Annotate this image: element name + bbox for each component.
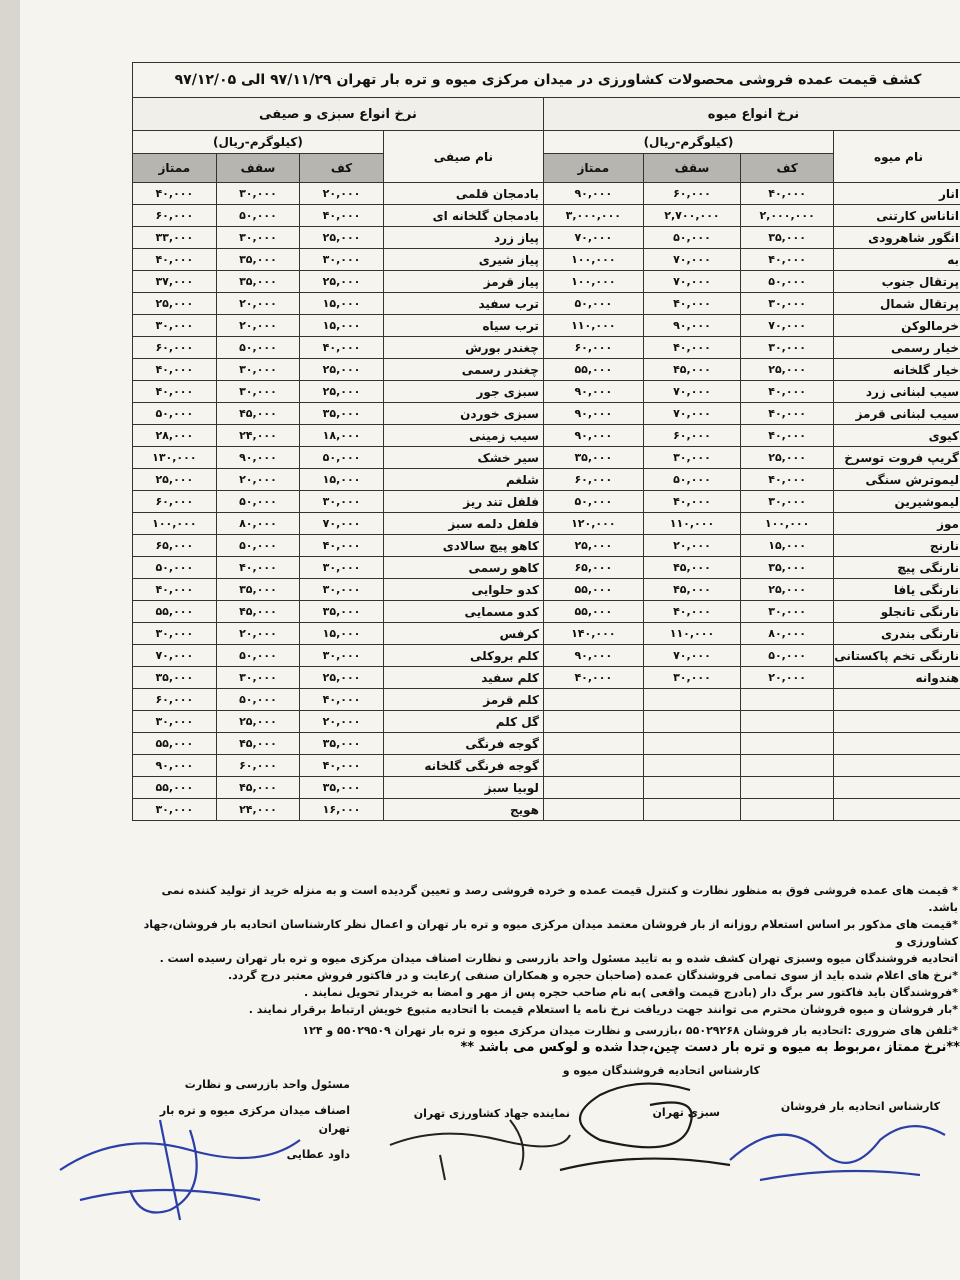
- fruit-name: نارنگی تخم پاکستانی: [834, 645, 960, 667]
- fruit-max-price: ۴۰,۰۰۰: [643, 293, 740, 315]
- veg-name: کاهو پیچ سالادی: [383, 535, 543, 557]
- fruit-max-price: [643, 711, 740, 733]
- veg-name: کدو مسمایی: [383, 601, 543, 623]
- fruit-min-price: ۳۰,۰۰۰: [741, 293, 834, 315]
- veg-premium-price: ۵۰,۰۰۰: [133, 403, 217, 425]
- signatory-title: نماینده جهاد کشاورزی تهران: [413, 1107, 570, 1120]
- veg-premium-price: ۶۰,۰۰۰: [133, 205, 217, 227]
- veg-unit-label: (کیلوگرم-ریال): [133, 131, 384, 154]
- veg-premium-price: ۷۰,۰۰۰: [133, 645, 217, 667]
- veg-premium-price: ۱۳۰,۰۰۰: [133, 447, 217, 469]
- veg-min-price: ۳۰,۰۰۰: [300, 645, 384, 667]
- fruit-premium-price: [543, 711, 643, 733]
- note-line: *نرخ های اعلام شده باید از سوی تمامی فروشندگان عمده (صاحبان حجره و همکاران صنفی )رعایت و در فاکتور فروش معتبر درج گردد.: [227, 969, 958, 982]
- veg-max-price: ۴۵,۰۰۰: [216, 733, 300, 755]
- table-row: [133, 667, 960, 689]
- veg-name: گل کلم: [383, 711, 543, 733]
- fruit-name: هندوانه: [834, 667, 960, 689]
- veg-min-price: ۵۰,۰۰۰: [300, 447, 384, 469]
- fruit-premium-price: ۵۵,۰۰۰: [543, 359, 643, 381]
- signatory-title: کارشناس اتحادیه بار فروشان: [780, 1100, 940, 1113]
- fruit-name: لیموشیرین: [834, 491, 960, 513]
- fruit-col-min: کف: [741, 154, 834, 183]
- veg-premium-price: ۴۰,۰۰۰: [133, 249, 217, 271]
- fruit-max-price: ۷۰,۰۰۰: [643, 381, 740, 403]
- fruit-min-price: ۴۰,۰۰۰: [741, 469, 834, 491]
- fruit-min-price: ۱۵,۰۰۰: [741, 535, 834, 557]
- fruit-name: [834, 733, 960, 755]
- veg-max-price: ۴۰,۰۰۰: [216, 557, 300, 579]
- table-row: [133, 645, 960, 667]
- signature-scrawl: [40, 1110, 350, 1230]
- fruit-max-price: ۴۰,۰۰۰: [643, 491, 740, 513]
- veg-premium-price: ۲۸,۰۰۰: [133, 425, 217, 447]
- veg-min-price: ۷۰,۰۰۰: [300, 513, 384, 535]
- table-row: [133, 601, 960, 623]
- veg-min-price: ۱۶,۰۰۰: [300, 799, 384, 821]
- veg-max-price: ۲۴,۰۰۰: [216, 799, 300, 821]
- fruit-min-price: ۵۰,۰۰۰: [741, 645, 834, 667]
- fruit-premium-price: ۳۵,۰۰۰: [543, 447, 643, 469]
- veg-min-price: ۱۵,۰۰۰: [300, 623, 384, 645]
- fruit-name: خرمالوکن: [834, 315, 960, 337]
- veg-premium-price: ۳۰,۰۰۰: [133, 711, 217, 733]
- table-row: [133, 733, 960, 755]
- fruit-min-price: ۷۰,۰۰۰: [741, 315, 834, 337]
- veg-name: سبزی جور: [383, 381, 543, 403]
- fruit-premium-price: ۱۰۰,۰۰۰: [543, 249, 643, 271]
- veg-min-price: ۳۰,۰۰۰: [300, 491, 384, 513]
- fruit-min-price: ۳۰,۰۰۰: [741, 491, 834, 513]
- fruit-col-premium: ممتاز: [543, 154, 643, 183]
- veg-max-price: ۳۰,۰۰۰: [216, 667, 300, 689]
- veg-min-price: ۳۰,۰۰۰: [300, 249, 384, 271]
- veg-name: بادمجان گلخانه ای: [383, 205, 543, 227]
- fruit-name: [834, 777, 960, 799]
- table-row: [133, 249, 960, 271]
- veg-name: سبزی خوردن: [383, 403, 543, 425]
- fruit-premium-price: [543, 799, 643, 821]
- fruit-min-price: [741, 799, 834, 821]
- veg-premium-price: ۳۵,۰۰۰: [133, 667, 217, 689]
- signature-scrawl: [720, 1110, 960, 1190]
- veg-max-price: ۶۰,۰۰۰: [216, 755, 300, 777]
- fruit-max-price: ۲۰,۰۰۰: [643, 535, 740, 557]
- table-row: [133, 293, 960, 315]
- fruit-premium-price: ۹۰,۰۰۰: [543, 183, 643, 205]
- fruit-premium-price: ۶۰,۰۰۰: [543, 337, 643, 359]
- table-row: [133, 711, 960, 733]
- fruit-premium-price: ۴۰,۰۰۰: [543, 667, 643, 689]
- veg-premium-price: ۶۰,۰۰۰: [133, 491, 217, 513]
- premium-note: **نرخ ممتاز ،مربوط به میوه و تره بار دست چین،جدا شده و لوکس می باشد **: [460, 1040, 960, 1055]
- veg-name: پیاز زرد: [383, 227, 543, 249]
- fruit-min-price: ۲۵,۰۰۰: [741, 579, 834, 601]
- fruit-premium-price: ۹۰,۰۰۰: [543, 425, 643, 447]
- veg-max-price: ۳۰,۰۰۰: [216, 227, 300, 249]
- veg-premium-price: ۶۵,۰۰۰: [133, 535, 217, 557]
- fruit-name: [834, 711, 960, 733]
- veg-max-price: ۲۰,۰۰۰: [216, 293, 300, 315]
- fruit-min-price: ۱۰۰,۰۰۰: [741, 513, 834, 535]
- fruit-max-price: ۳۰,۰۰۰: [643, 667, 740, 689]
- veg-name: کلم بروکلی: [383, 645, 543, 667]
- veg-max-price: ۵۰,۰۰۰: [216, 491, 300, 513]
- fruit-section-header: نرخ انواع میوه: [543, 98, 960, 131]
- veg-name: چغندر رسمی: [383, 359, 543, 381]
- fruit-min-price: ۵۰,۰۰۰: [741, 271, 834, 293]
- fruit-max-price: ۴۰,۰۰۰: [643, 337, 740, 359]
- table-row: [133, 425, 960, 447]
- fruit-max-price: ۷۰,۰۰۰: [643, 271, 740, 293]
- veg-name: بادمجان قلمی: [383, 183, 543, 205]
- fruit-premium-price: ۱۰۰,۰۰۰: [543, 271, 643, 293]
- veg-max-price: ۵۰,۰۰۰: [216, 645, 300, 667]
- fruit-name: نارنگی بندری: [834, 623, 960, 645]
- veg-min-price: ۱۵,۰۰۰: [300, 469, 384, 491]
- table-row: [133, 491, 960, 513]
- table-row: [133, 689, 960, 711]
- veg-col-premium: ممتاز: [133, 154, 217, 183]
- fruit-name: نارنگی پیچ: [834, 557, 960, 579]
- fruit-min-price: [741, 733, 834, 755]
- veg-max-price: ۲۰,۰۰۰: [216, 469, 300, 491]
- veg-min-price: ۳۵,۰۰۰: [300, 403, 384, 425]
- veg-name: کرفس: [383, 623, 543, 645]
- fruit-min-price: ۲۰,۰۰۰: [741, 667, 834, 689]
- veg-name: چغندر بورش: [383, 337, 543, 359]
- fruit-max-price: [643, 777, 740, 799]
- fruit-name: به: [834, 249, 960, 271]
- table-row: [133, 205, 960, 227]
- veg-name: کاهو رسمی: [383, 557, 543, 579]
- fruit-min-price: ۴۰,۰۰۰: [741, 425, 834, 447]
- veg-premium-price: ۳۷,۰۰۰: [133, 271, 217, 293]
- fruit-premium-price: ۳,۰۰۰,۰۰۰: [543, 205, 643, 227]
- table-row: [133, 271, 960, 293]
- veg-max-price: ۳۰,۰۰۰: [216, 359, 300, 381]
- veg-min-price: ۴۰,۰۰۰: [300, 689, 384, 711]
- fruit-max-price: ۱۱۰,۰۰۰: [643, 513, 740, 535]
- fruit-min-price: ۴۰,۰۰۰: [741, 183, 834, 205]
- table-row: [133, 227, 960, 249]
- veg-premium-price: ۴۰,۰۰۰: [133, 579, 217, 601]
- fruit-premium-price: ۹۰,۰۰۰: [543, 403, 643, 425]
- fruit-premium-price: ۷۰,۰۰۰: [543, 227, 643, 249]
- fruit-name: سیب لبنانی زرد: [834, 381, 960, 403]
- veg-name: گوجه فرنگی گلخانه: [383, 755, 543, 777]
- fruit-min-price: ۳۵,۰۰۰: [741, 227, 834, 249]
- veg-min-price: ۱۵,۰۰۰: [300, 315, 384, 337]
- veg-premium-price: ۹۰,۰۰۰: [133, 755, 217, 777]
- veg-max-price: ۴۵,۰۰۰: [216, 601, 300, 623]
- veg-max-price: ۴۵,۰۰۰: [216, 777, 300, 799]
- fruit-max-price: ۷۰,۰۰۰: [643, 403, 740, 425]
- veg-name: گوجه فرنگی: [383, 733, 543, 755]
- fruit-max-price: [643, 755, 740, 777]
- veg-max-price: ۲۴,۰۰۰: [216, 425, 300, 447]
- veg-min-price: ۲۵,۰۰۰: [300, 359, 384, 381]
- fruit-premium-price: ۵۰,۰۰۰: [543, 491, 643, 513]
- fruit-name: خیار گلخانه: [834, 359, 960, 381]
- fruit-min-price: ۳۵,۰۰۰: [741, 557, 834, 579]
- table-row: [133, 623, 960, 645]
- fruit-min-price: ۴۰,۰۰۰: [741, 403, 834, 425]
- table-row: [133, 777, 960, 799]
- fruit-premium-price: [543, 755, 643, 777]
- fruit-max-price: ۴۵,۰۰۰: [643, 579, 740, 601]
- veg-premium-price: ۲۵,۰۰۰: [133, 469, 217, 491]
- veg-min-price: ۳۰,۰۰۰: [300, 557, 384, 579]
- fruit-name: نارنگی یافا: [834, 579, 960, 601]
- fruit-max-price: [643, 689, 740, 711]
- fruit-name: انار: [834, 183, 960, 205]
- veg-name: لوبیا سبز: [383, 777, 543, 799]
- fruit-max-price: ۴۵,۰۰۰: [643, 359, 740, 381]
- fruit-min-price: ۳۰,۰۰۰: [741, 601, 834, 623]
- veg-premium-price: ۵۵,۰۰۰: [133, 601, 217, 623]
- veg-max-price: ۲۰,۰۰۰: [216, 315, 300, 337]
- signatory-title: مسئول واحد بازرسی و نظارت: [184, 1078, 350, 1091]
- veg-premium-price: ۴۰,۰۰۰: [133, 359, 217, 381]
- table-row: [133, 447, 960, 469]
- fruit-name: سیب لبنانی قرمز: [834, 403, 960, 425]
- veg-section-header: نرخ انواع سبزی و صیفی: [133, 98, 544, 131]
- veg-min-price: ۱۸,۰۰۰: [300, 425, 384, 447]
- signature-scrawl: [540, 1075, 740, 1185]
- veg-name-header: نام صیفی: [383, 131, 543, 183]
- veg-name: فلفل تند ریز: [383, 491, 543, 513]
- fruit-min-price: ۸۰,۰۰۰: [741, 623, 834, 645]
- veg-min-price: ۲۰,۰۰۰: [300, 183, 384, 205]
- veg-premium-price: ۳۰,۰۰۰: [133, 623, 217, 645]
- signatory-title: کارشناس اتحادیه فروشندگان میوه و: [562, 1064, 760, 1077]
- veg-max-price: ۲۰,۰۰۰: [216, 623, 300, 645]
- fruit-max-price: ۷۰,۰۰۰: [643, 249, 740, 271]
- note-line: * قیمت های عمده فروشی فوق به منظور نظارت و کنترل قیمت عمده و خرده فروشی رصد و تعیین گردیده است و به منزله خرید از تولید کننده نمی باشد.: [161, 884, 958, 914]
- fruit-name: پرتقال شمال: [834, 293, 960, 315]
- fruit-premium-price: ۶۰,۰۰۰: [543, 469, 643, 491]
- veg-col-min: کف: [300, 154, 384, 183]
- veg-name: پیاز شیری: [383, 249, 543, 271]
- signatory-title: سبزی تهران: [652, 1106, 720, 1119]
- veg-premium-price: ۳۳,۰۰۰: [133, 227, 217, 249]
- fruit-premium-price: ۱۲۰,۰۰۰: [543, 513, 643, 535]
- table-row: [133, 535, 960, 557]
- note-line: *فروشندگان باید فاکتور سر برگ دار (بادرج قیمت واقعی )به نام صاحب حجره پس از مهر و امضا به خریدار تحویل نمایند .: [304, 986, 958, 999]
- veg-min-price: ۳۵,۰۰۰: [300, 601, 384, 623]
- table-row: [133, 359, 960, 381]
- veg-premium-price: ۴۰,۰۰۰: [133, 183, 217, 205]
- veg-max-price: ۳۰,۰۰۰: [216, 381, 300, 403]
- veg-name: ترب سفید: [383, 293, 543, 315]
- signatory-title: اصناف میدان مرکزی میوه و تره بار تهران: [159, 1104, 350, 1135]
- document-sheet: [20, 0, 960, 1280]
- veg-max-price: ۴۵,۰۰۰: [216, 403, 300, 425]
- fruit-premium-price: [543, 689, 643, 711]
- veg-premium-price: ۳۰,۰۰۰: [133, 315, 217, 337]
- table-row: [133, 183, 960, 205]
- fruit-unit-label: (کیلوگرم-ریال): [543, 131, 833, 154]
- note-line: *تلفن های ضروری :اتحادیه بار فروشان ۵۵۰۲۹۲۶۸ ،بازرسی و نظارت میدان مرکزی میوه و تره بار تهران ۵۵۰۲۹۵۰۹ و ۱۲۴: [302, 1024, 958, 1037]
- table-row: [133, 403, 960, 425]
- veg-min-price: ۴۰,۰۰۰: [300, 535, 384, 557]
- fruit-premium-price: ۹۰,۰۰۰: [543, 645, 643, 667]
- veg-name: شلغم: [383, 469, 543, 491]
- fruit-min-price: ۲۵,۰۰۰: [741, 447, 834, 469]
- veg-col-max: سقف: [216, 154, 300, 183]
- veg-name: کلم سفید: [383, 667, 543, 689]
- fruit-min-price: ۲۵,۰۰۰: [741, 359, 834, 381]
- fruit-max-price: [643, 733, 740, 755]
- veg-min-price: ۲۵,۰۰۰: [300, 271, 384, 293]
- veg-premium-price: ۵۵,۰۰۰: [133, 777, 217, 799]
- table-title: کشف قیمت عمده فروشی محصولات کشاورزی در میدان مرکزی میوه و تره بار تهران ۹۷/۱۱/۲۹ الی ۹۷/۱۲/۰۵: [133, 63, 960, 98]
- price-table: [132, 62, 960, 821]
- table-row: [133, 513, 960, 535]
- veg-min-price: ۴۰,۰۰۰: [300, 205, 384, 227]
- table-row: [133, 315, 960, 337]
- table-row: [133, 579, 960, 601]
- fruit-name: لیموترش سنگی: [834, 469, 960, 491]
- veg-name: سیر خشک: [383, 447, 543, 469]
- fruit-premium-price: [543, 733, 643, 755]
- fruit-max-price: [643, 799, 740, 821]
- fruit-name: [834, 755, 960, 777]
- notes-block: [138, 882, 958, 1039]
- veg-min-price: ۳۵,۰۰۰: [300, 733, 384, 755]
- price-table-frame: [132, 62, 960, 821]
- veg-min-price: ۲۵,۰۰۰: [300, 227, 384, 249]
- fruit-premium-price: ۹۰,۰۰۰: [543, 381, 643, 403]
- fruit-premium-price: ۵۵,۰۰۰: [543, 579, 643, 601]
- veg-min-price: ۲۵,۰۰۰: [300, 381, 384, 403]
- fruit-premium-price: ۲۵,۰۰۰: [543, 535, 643, 557]
- fruit-max-price: ۲,۷۰۰,۰۰۰: [643, 205, 740, 227]
- fruit-name: خیار رسمی: [834, 337, 960, 359]
- fruit-max-price: ۷۰,۰۰۰: [643, 645, 740, 667]
- fruit-name-header: نام میوه: [834, 131, 960, 183]
- veg-min-price: ۳۰,۰۰۰: [300, 579, 384, 601]
- veg-min-price: ۳۵,۰۰۰: [300, 777, 384, 799]
- fruit-min-price: ۴۰,۰۰۰: [741, 381, 834, 403]
- note-line: *قیمت های مذکور بر اساس استعلام روزانه از بار فروشان معتمد میدان مرکزی میوه و تره بار تهران و اعمال نظر کارشناسان اتحادیه بار فروشان،جهاد کشاورزی و: [143, 918, 958, 948]
- note-line: *بار فروشان و میوه فروشان محترم می توانند جهت دریافت نرخ نامه یا استعلام قیمت با اتحادیه متبوع خویش ارتباط برقرار نمایند .: [248, 1003, 958, 1016]
- veg-name: هویج: [383, 799, 543, 821]
- fruit-name: اناناس کارتنی: [834, 205, 960, 227]
- veg-max-price: ۳۵,۰۰۰: [216, 271, 300, 293]
- fruit-min-price: ۴۰,۰۰۰: [741, 249, 834, 271]
- table-row: [133, 557, 960, 579]
- table-row: [133, 337, 960, 359]
- fruit-premium-price: ۶۵,۰۰۰: [543, 557, 643, 579]
- fruit-name: [834, 799, 960, 821]
- veg-min-price: ۴۰,۰۰۰: [300, 755, 384, 777]
- veg-name: ترب سیاه: [383, 315, 543, 337]
- fruit-col-max: سقف: [643, 154, 740, 183]
- veg-max-price: ۳۵,۰۰۰: [216, 249, 300, 271]
- veg-max-price: ۹۰,۰۰۰: [216, 447, 300, 469]
- fruit-max-price: ۵۰,۰۰۰: [643, 469, 740, 491]
- fruit-min-price: ۲,۰۰۰,۰۰۰: [741, 205, 834, 227]
- fruit-max-price: ۴۰,۰۰۰: [643, 601, 740, 623]
- veg-min-price: ۱۵,۰۰۰: [300, 293, 384, 315]
- fruit-name: گریپ فروت توسرخ: [834, 447, 960, 469]
- fruit-name: موز: [834, 513, 960, 535]
- fruit-max-price: ۶۰,۰۰۰: [643, 425, 740, 447]
- table-row: [133, 381, 960, 403]
- veg-name: کلم قرمز: [383, 689, 543, 711]
- fruit-max-price: ۳۰,۰۰۰: [643, 447, 740, 469]
- veg-max-price: ۸۰,۰۰۰: [216, 513, 300, 535]
- fruit-premium-price: ۱۴۰,۰۰۰: [543, 623, 643, 645]
- veg-min-price: ۲۰,۰۰۰: [300, 711, 384, 733]
- fruit-name: پرتقال جنوب: [834, 271, 960, 293]
- veg-name: فلفل دلمه سبز: [383, 513, 543, 535]
- fruit-name: نارنگی تانجلو: [834, 601, 960, 623]
- veg-min-price: ۲۵,۰۰۰: [300, 667, 384, 689]
- fruit-min-price: [741, 755, 834, 777]
- fruit-min-price: [741, 777, 834, 799]
- signatory-name: داود عطایی: [286, 1148, 350, 1161]
- fruit-name: نارنج: [834, 535, 960, 557]
- veg-max-price: ۵۰,۰۰۰: [216, 689, 300, 711]
- veg-max-price: ۳۵,۰۰۰: [216, 579, 300, 601]
- fruit-premium-price: [543, 777, 643, 799]
- fruit-name: کیوی: [834, 425, 960, 447]
- veg-name: سیب زمینی: [383, 425, 543, 447]
- veg-max-price: ۵۰,۰۰۰: [216, 205, 300, 227]
- veg-max-price: ۲۵,۰۰۰: [216, 711, 300, 733]
- veg-premium-price: ۵۵,۰۰۰: [133, 733, 217, 755]
- fruit-max-price: ۵۰,۰۰۰: [643, 227, 740, 249]
- veg-premium-price: ۲۵,۰۰۰: [133, 293, 217, 315]
- veg-premium-price: ۴۰,۰۰۰: [133, 381, 217, 403]
- veg-max-price: ۵۰,۰۰۰: [216, 337, 300, 359]
- veg-name: پیاز قرمز: [383, 271, 543, 293]
- fruit-min-price: [741, 711, 834, 733]
- veg-premium-price: ۶۰,۰۰۰: [133, 337, 217, 359]
- fruit-max-price: ۴۵,۰۰۰: [643, 557, 740, 579]
- fruit-min-price: ۳۰,۰۰۰: [741, 337, 834, 359]
- veg-name: کدو حلوایی: [383, 579, 543, 601]
- veg-premium-price: ۶۰,۰۰۰: [133, 689, 217, 711]
- fruit-name: [834, 689, 960, 711]
- note-line: اتحادیه فروشندگان میوه وسبزی تهران کشف شده و به تایید مسئول واحد بازرسی و نظارت اصناف میدان مرکزی میوه و تره بار تهران رسیده است .: [159, 952, 958, 965]
- fruit-max-price: ۶۰,۰۰۰: [643, 183, 740, 205]
- fruit-name: انگور شاهرودی: [834, 227, 960, 249]
- fruit-max-price: ۱۱۰,۰۰۰: [643, 623, 740, 645]
- veg-premium-price: ۵۰,۰۰۰: [133, 557, 217, 579]
- fruit-premium-price: ۵۵,۰۰۰: [543, 601, 643, 623]
- veg-min-price: ۴۰,۰۰۰: [300, 337, 384, 359]
- veg-premium-price: ۱۰۰,۰۰۰: [133, 513, 217, 535]
- fruit-premium-price: ۱۱۰,۰۰۰: [543, 315, 643, 337]
- table-row: [133, 469, 960, 491]
- veg-max-price: ۳۰,۰۰۰: [216, 183, 300, 205]
- fruit-premium-price: ۵۰,۰۰۰: [543, 293, 643, 315]
- fruit-min-price: [741, 689, 834, 711]
- table-row: [133, 799, 960, 821]
- fruit-max-price: ۹۰,۰۰۰: [643, 315, 740, 337]
- veg-premium-price: ۳۰,۰۰۰: [133, 799, 217, 821]
- table-row: [133, 755, 960, 777]
- veg-max-price: ۵۰,۰۰۰: [216, 535, 300, 557]
